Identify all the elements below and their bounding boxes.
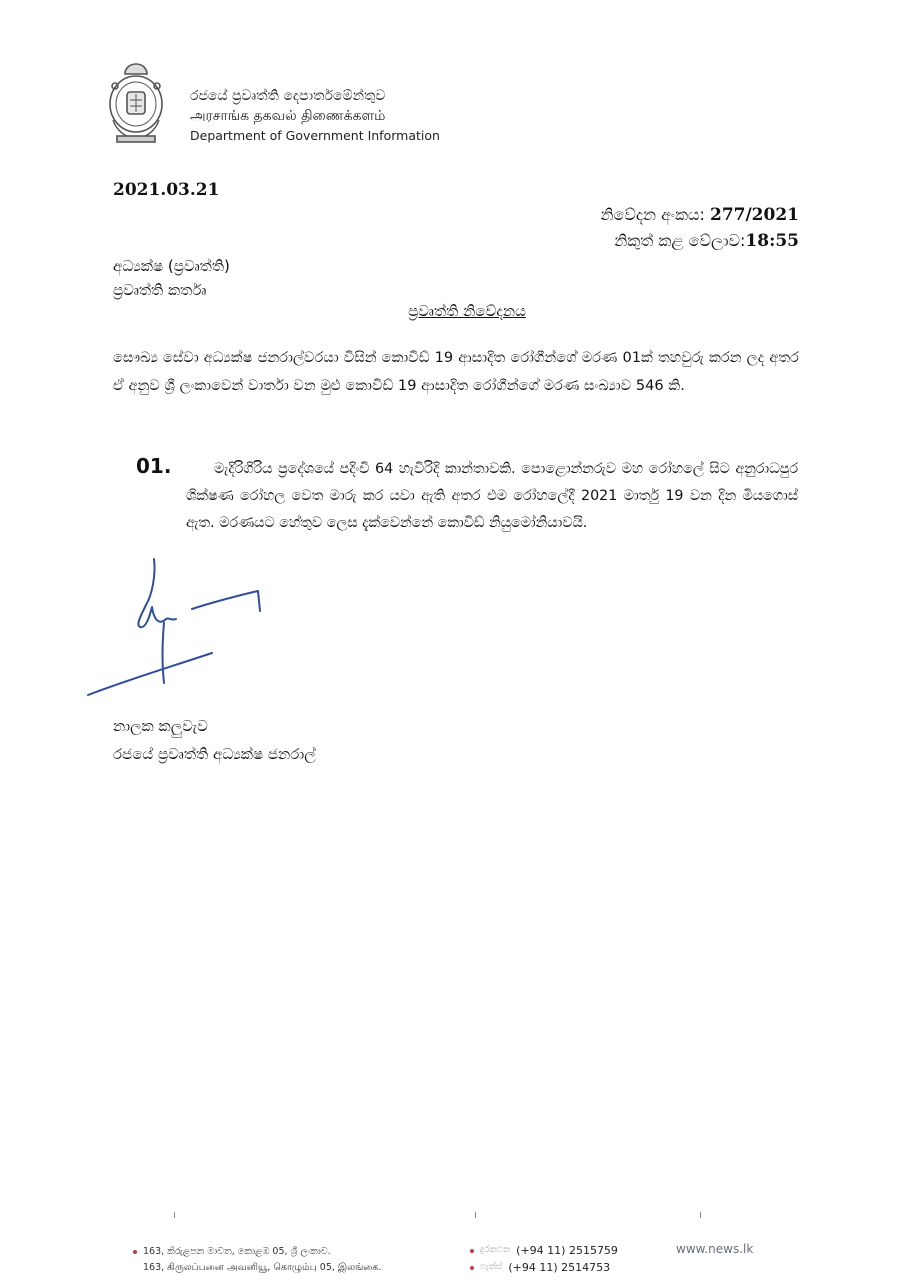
bullet-icon <box>470 1249 474 1253</box>
fold-mark <box>700 1212 701 1218</box>
release-date: 2021.03.21 <box>113 180 220 200</box>
bullet-icon <box>470 1266 474 1270</box>
signer-name: නාලක කලුවැව <box>113 717 208 735</box>
recipient-line-1: අධ්‍යක්ෂ (ප්‍රවෘත්ති) <box>113 257 230 275</box>
handwritten-signature <box>80 555 280 705</box>
bullet-icon <box>133 1250 137 1254</box>
reference-block <box>601 202 800 254</box>
letterhead-english: Department of Government Information <box>190 128 440 143</box>
body-paragraph: සෞඛ්‍ය සේවා අධ්‍යක්ෂ ජනරාල්වරයා විසින් කොවිඩ් 19 ආසාදිත රෝගීන්ගේ මරණ 01ක් තහවුරු කරන ලද අතර ඒ අනුව ශ්‍රී ලංකාවෙන් වාර්තා වන මුළු කොවිඩ් 19 ආසාදිත රෝගීන්ගේ මරණ සංඛ්‍යාව 546 කි. <box>113 349 799 394</box>
website-link[interactable]: www.news.lk <box>676 1242 754 1256</box>
telephone-number: (+94 11) 2515759 <box>516 1244 618 1257</box>
letterhead-sinhala: රජයේ ප්‍රවෘත්ති දෙපාර්තමේන්තුව <box>190 88 386 104</box>
letterhead-tamil: அரசாங்க தகவல் திணைக்களம் <box>190 108 386 124</box>
fax-number: (+94 11) 2514753 <box>508 1261 611 1274</box>
document-title: ප්‍රවෘත්ති නිවේදනය <box>408 302 526 320</box>
address-sinhala: 163, කිරුළපන මාවත, කොළඹ 05, ශ්‍රී ලංකාව. <box>143 1246 331 1257</box>
footer-contacts <box>470 1242 618 1276</box>
telephone-label: දුරකථන <box>480 1245 511 1255</box>
signer-title: රජයේ ප්‍රවෘත්ති අධ්‍යක්ෂ ජනරාල් <box>113 745 316 763</box>
issued-time-label: නිකුත් කළ වේලාව: <box>614 231 746 250</box>
government-emblem-icon <box>103 60 169 146</box>
footer <box>0 1212 904 1280</box>
issued-time-value: 18:55 <box>745 231 799 251</box>
letterhead <box>190 86 440 146</box>
fax-label: ෆැක්ස් <box>480 1262 503 1272</box>
notice-number-value: 277/2021 <box>709 205 799 225</box>
recipient-line-2: ප්‍රවෘත්ති කර්තෘ <box>113 281 207 299</box>
list-item-number: 01. <box>136 454 172 478</box>
fold-mark <box>475 1212 476 1218</box>
signer-block <box>113 712 316 768</box>
recipients <box>113 254 230 302</box>
address-tamil: 163, கிருலப்பனை அவனியூ, கொழும்பு 05, இலங்கை. <box>143 1262 382 1273</box>
list-item-text: මැදිරිගිරිය ප්‍රදේශයේ පදිංචි 64 හැවිරිදි කාන්තාවකි. පොළොන්නරුව මහ රෝහලේ සිට අනුරාධපුර ශික්ෂණ රෝහල වෙත මාරු කර යවා ඇති අතර එම රෝහලේදී 2021 මාර්තු 19 වන දින මියගොස් ඇත. මරණයට හේතුව ලෙස දැක්වෙන්නේ කොවිඩ් නියුමෝනියාවයි. <box>186 461 798 531</box>
notice-number-label: නිවේදන අංකය: <box>600 205 705 224</box>
fold-mark <box>174 1212 175 1218</box>
footer-address <box>133 1244 381 1276</box>
